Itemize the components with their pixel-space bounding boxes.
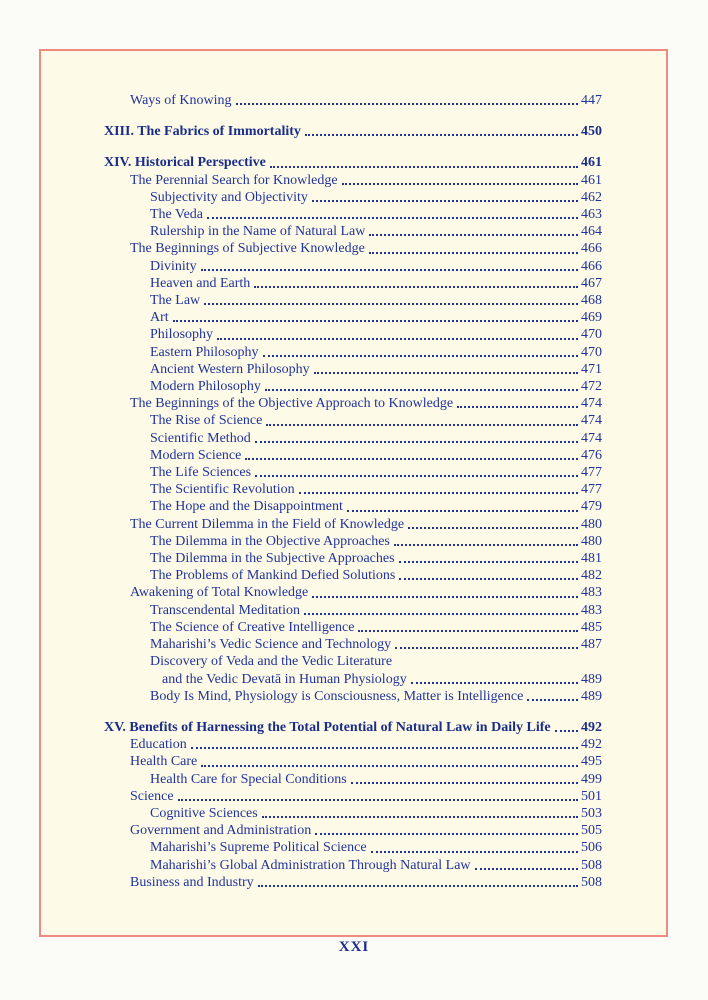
toc-entry — [104, 172, 602, 189]
toc-entry-page: 474 — [581, 413, 602, 429]
toc-entry-label: Philosophy — [150, 327, 214, 343]
toc-entry — [104, 516, 602, 533]
dot-leader — [178, 799, 578, 801]
dot-leader — [245, 458, 578, 460]
toc-entry-page: 480 — [581, 533, 602, 549]
toc-entry — [104, 430, 602, 447]
dot-leader — [351, 782, 578, 784]
toc-entry — [104, 636, 602, 653]
dot-leader — [358, 630, 578, 632]
toc-entry-label: The Law — [150, 293, 201, 309]
toc-entry-label: Modern Philosophy — [150, 379, 261, 395]
toc-entry — [104, 189, 602, 206]
toc-entry — [104, 464, 602, 481]
toc-entry-page: 482 — [581, 568, 602, 584]
toc-entry-page: 461 — [581, 172, 602, 188]
toc-entry-label: Maharishi’s Supreme Political Science — [150, 840, 367, 856]
toc-entry-label: Government and Administration — [130, 823, 312, 839]
toc-entry — [104, 602, 602, 619]
toc-entry-label: Ancient Western Philosophy — [150, 361, 310, 377]
dot-leader — [173, 320, 578, 322]
dot-leader — [207, 217, 578, 219]
toc-entry-label: Science — [130, 788, 174, 804]
toc-entry-label: The Dilemma in the Objective Approaches — [150, 533, 390, 549]
toc-entry-label: The Veda — [150, 207, 203, 223]
toc-entry — [104, 822, 602, 839]
toc-entry-page: 470 — [581, 327, 602, 343]
toc-entry — [104, 309, 602, 326]
dot-leader — [270, 166, 578, 168]
toc-entry-page: 489 — [581, 688, 602, 704]
toc-entry — [104, 92, 602, 109]
dot-leader — [201, 765, 578, 767]
toc-entry-page: 492 — [581, 737, 602, 753]
toc-entry — [104, 771, 602, 788]
dot-leader — [342, 183, 578, 185]
dot-leader — [555, 730, 578, 732]
toc-entry-label: Health Care for Special Conditions — [150, 771, 347, 787]
toc-entry-page: 474 — [581, 396, 602, 412]
toc-entry-label: Cognitive Sciences — [150, 805, 258, 821]
toc-entry-label: Discovery of Veda and the Vedic Literature — [150, 654, 393, 670]
toc-entry-page: 508 — [581, 874, 602, 890]
dot-leader — [314, 372, 578, 374]
dot-leader — [347, 510, 578, 512]
toc-entry-label: XIV. Historical Perspective — [104, 155, 266, 171]
toc-entry-page: 479 — [581, 499, 602, 515]
toc-entry-page: 464 — [581, 224, 602, 240]
dot-leader — [255, 441, 578, 443]
toc-entry — [104, 619, 602, 636]
toc-entry — [104, 275, 602, 292]
dot-leader — [395, 647, 578, 649]
toc-entry-page: 495 — [581, 754, 602, 770]
toc-entry-page: 470 — [581, 344, 602, 360]
toc-entry — [104, 498, 602, 515]
toc-entry — [104, 206, 602, 223]
dot-leader — [304, 613, 578, 615]
toc-entry-page: 450 — [581, 124, 602, 140]
toc-entry-page: 468 — [581, 293, 602, 309]
page-number: XXI — [338, 939, 370, 955]
toc-entry-page: 472 — [581, 379, 602, 395]
toc-entry — [104, 223, 602, 240]
dot-leader — [263, 355, 579, 357]
toc-entry-page: 487 — [581, 637, 602, 653]
toc-entry-label: The Beginnings of the Objective Approach to Knowledge — [130, 396, 454, 412]
dot-leader — [457, 406, 578, 408]
toc-entry — [104, 839, 602, 856]
toc-entry — [104, 533, 602, 550]
dot-leader — [475, 868, 578, 870]
toc-entry — [104, 123, 602, 140]
dot-leader — [371, 851, 578, 853]
toc-entry-label: Maharishi’s Global Administration Through Natural Law — [150, 857, 471, 873]
toc-entry-page: 477 — [581, 465, 602, 481]
dot-leader — [312, 200, 578, 202]
toc-entry-label: The Life Sciences — [150, 465, 252, 481]
dot-leader — [254, 286, 578, 288]
toc-entry-page: 505 — [581, 823, 602, 839]
dot-leader — [299, 492, 578, 494]
toc-entry-label: The Problems of Mankind Defied Solutions — [150, 568, 396, 584]
toc-entry — [104, 857, 602, 874]
dot-leader — [411, 682, 578, 684]
toc-entry-page: 506 — [581, 840, 602, 856]
dot-leader — [305, 134, 578, 136]
toc-entry-page: 501 — [581, 788, 602, 804]
dot-leader — [312, 596, 578, 598]
toc-entry-page: 466 — [581, 241, 602, 257]
dot-leader — [315, 833, 578, 835]
dot-leader — [204, 303, 578, 305]
toc-entry-page: 461 — [581, 155, 602, 171]
toc-entry-page: 481 — [581, 551, 602, 567]
page-frame — [39, 49, 668, 937]
toc-entry-page: 467 — [581, 275, 602, 291]
toc-entry-label: XIII. The Fabrics of Immortality — [104, 124, 301, 140]
toc-entry-page: 503 — [581, 805, 602, 821]
toc-entry-label: and the Vedic Devatā in Human Physiology — [162, 671, 407, 687]
toc-entry — [104, 874, 602, 891]
toc-entry — [104, 753, 602, 770]
toc-entry-page: 499 — [581, 771, 602, 787]
toc-entry-page: 466 — [581, 258, 602, 274]
dot-leader — [191, 747, 578, 749]
toc-entry-page: 476 — [581, 447, 602, 463]
toc-entry — [104, 688, 602, 705]
toc-entry-page: 492 — [581, 719, 602, 735]
dot-leader — [255, 475, 578, 477]
toc-entry-page: 463 — [581, 207, 602, 223]
dot-leader — [369, 252, 578, 254]
toc-entry — [104, 567, 602, 584]
dot-leader — [399, 578, 578, 580]
dot-leader — [201, 269, 578, 271]
toc-entry-page: 483 — [581, 585, 602, 601]
dot-leader — [266, 424, 578, 426]
toc-entry-page: 485 — [581, 619, 602, 635]
toc-entry-label: Transcendental Meditation — [150, 602, 300, 618]
toc-entry-label: Body Is Mind, Physiology is Consciousness, Matter is Intelligence — [150, 688, 524, 704]
toc-entry — [104, 154, 602, 171]
toc-entry-label: Modern Science — [150, 447, 242, 463]
toc-entry-label: Education — [130, 737, 187, 753]
table-of-contents — [104, 92, 602, 891]
dot-leader — [265, 389, 578, 391]
dot-leader — [262, 816, 578, 818]
toc-entry-page: 489 — [581, 671, 602, 687]
toc-entry-label: The Scientific Revolution — [150, 482, 295, 498]
toc-entry — [104, 736, 602, 753]
toc-entry-label: The Dilemma in the Subjective Approaches — [150, 551, 395, 567]
dot-leader — [394, 544, 578, 546]
dot-leader — [236, 103, 578, 105]
dot-leader — [258, 885, 578, 887]
toc-entry-label: Health Care — [130, 754, 198, 770]
dot-leader — [369, 234, 578, 236]
toc-entry — [104, 292, 602, 309]
toc-entry — [104, 344, 602, 361]
toc-entry-label: Ways of Knowing — [130, 93, 232, 108]
toc-entry — [104, 361, 602, 378]
toc-entry-page: 474 — [581, 430, 602, 446]
toc-entry-label: Subjectivity and Objectivity — [150, 189, 308, 205]
toc-entry — [104, 584, 602, 601]
toc-entry-label: The Science of Creative Intelligence — [150, 619, 355, 635]
toc-entry — [104, 258, 602, 275]
toc-entry-page: 471 — [581, 361, 602, 377]
toc-entry-label: The Rise of Science — [150, 413, 263, 429]
toc-entry-page: 508 — [581, 857, 602, 873]
toc-entry-label: Art — [150, 310, 169, 326]
toc-entry-label: The Perennial Search for Knowledge — [130, 172, 338, 188]
toc-entry-label: Rulership in the Name of Natural Law — [150, 224, 366, 240]
toc-entry-label: Business and Industry — [130, 874, 254, 890]
toc-entry-label: Awakening of Total Knowledge — [130, 585, 309, 601]
toc-entry — [104, 378, 602, 395]
toc-entry — [104, 788, 602, 805]
toc-entry-page: 462 — [581, 189, 602, 205]
toc-entry-label: Heaven and Earth — [150, 275, 251, 291]
toc-entry — [104, 653, 602, 670]
toc-entry — [104, 805, 602, 822]
toc-entry-label: The Hope and the Disappointment — [150, 499, 343, 515]
toc-entry-page: 469 — [581, 310, 602, 326]
toc-entry-page: 447 — [581, 93, 602, 108]
dot-leader — [408, 527, 578, 529]
toc-entry — [104, 395, 602, 412]
toc-entry-label: Eastern Philosophy — [150, 344, 259, 360]
toc-entry — [104, 240, 602, 257]
toc-entry — [104, 447, 602, 464]
toc-entry-label: XV. Benefits of Harnessing the Total Potential of Natural Law in Daily Life — [104, 719, 551, 735]
toc-entry — [104, 412, 602, 429]
toc-entry-label: The Current Dilemma in the Field of Knowledge — [130, 516, 405, 532]
toc-entry-label: The Beginnings of Subjective Knowledge — [130, 241, 365, 257]
toc-entry-label: Divinity — [150, 258, 197, 274]
dot-leader — [217, 338, 578, 340]
toc-entry-label: Maharishi’s Vedic Science and Technology — [150, 637, 392, 653]
toc-entry-page: 480 — [581, 516, 602, 532]
toc-entry — [104, 671, 602, 688]
toc-entry — [104, 326, 602, 343]
dot-leader — [527, 699, 578, 701]
toc-entry-label: Scientific Method — [150, 430, 251, 446]
toc-entry-page: 477 — [581, 482, 602, 498]
toc-entry — [104, 719, 602, 736]
toc-entry — [104, 481, 602, 498]
toc-entry-page: 483 — [581, 602, 602, 618]
toc-entry — [104, 550, 602, 567]
dot-leader — [399, 561, 578, 563]
